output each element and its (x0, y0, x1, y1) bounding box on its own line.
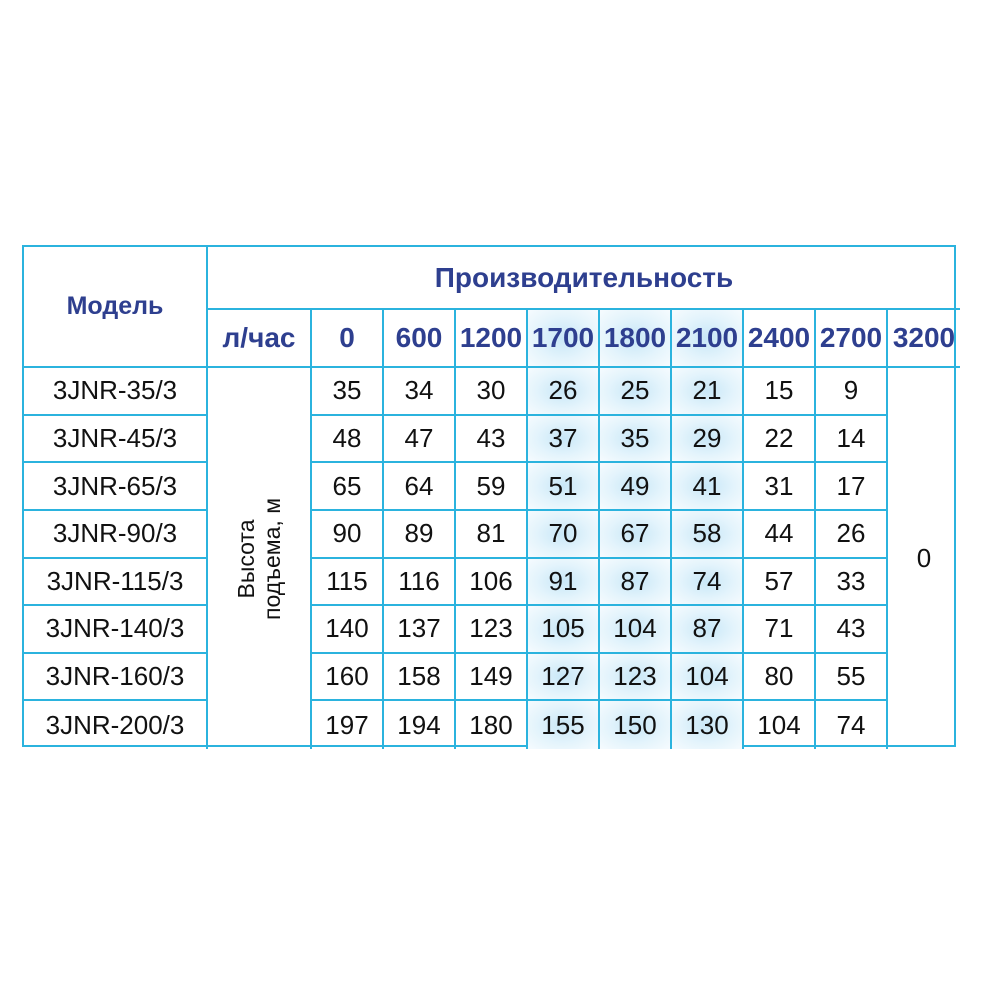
head-value: 150 (600, 701, 672, 749)
head-value: 130 (672, 701, 744, 749)
head-value: 123 (600, 654, 672, 702)
head-value: 25 (600, 368, 672, 416)
height-label (208, 368, 312, 749)
model-header: Модель (24, 247, 208, 368)
model-name: 3JNR-200/3 (24, 701, 208, 749)
zero-flow-value: 0 (916, 543, 932, 573)
head-value: 158 (384, 654, 456, 702)
flow-header-2700: 2700 (816, 310, 888, 368)
flow-header-3200: 3200 (888, 310, 960, 368)
head-value: 49 (600, 463, 672, 511)
head-value: 30 (456, 368, 528, 416)
head-value: 43 (456, 416, 528, 464)
head-value: 33 (816, 559, 888, 607)
head-value: 140 (312, 606, 384, 654)
head-value: 43 (816, 606, 888, 654)
head-value: 51 (528, 463, 600, 511)
head-value: 115 (312, 559, 384, 607)
flow-header-2400: 2400 (744, 310, 816, 368)
head-value: 55 (816, 654, 888, 702)
flow-header-2100: 2100 (672, 310, 744, 368)
head-value: 155 (528, 701, 600, 749)
flow-header-1800: 1800 (600, 310, 672, 368)
height-label-line1: Высота (233, 519, 259, 598)
model-name: 3JNR-140/3 (24, 606, 208, 654)
head-value: 64 (384, 463, 456, 511)
head-value: 104 (600, 606, 672, 654)
head-value: 104 (744, 701, 816, 749)
head-value: 149 (456, 654, 528, 702)
head-value: 65 (312, 463, 384, 511)
model-name: 3JNR-45/3 (24, 416, 208, 464)
performance-header: Производительность (208, 247, 960, 310)
head-value: 87 (600, 559, 672, 607)
head-value: 123 (456, 606, 528, 654)
head-value: 106 (456, 559, 528, 607)
head-value: 26 (816, 511, 888, 559)
head-value: 81 (456, 511, 528, 559)
head-value: 48 (312, 416, 384, 464)
model-name: 3JNR-160/3 (24, 654, 208, 702)
head-value: 58 (672, 511, 744, 559)
head-value: 67 (600, 511, 672, 559)
head-value: 70 (528, 511, 600, 559)
head-value: 35 (312, 368, 384, 416)
flow-header-0: 0 (312, 310, 384, 368)
head-value: 87 (672, 606, 744, 654)
model-name: 3JNR-90/3 (24, 511, 208, 559)
head-value: 194 (384, 701, 456, 749)
model-name: 3JNR-65/3 (24, 463, 208, 511)
head-value: 22 (744, 416, 816, 464)
head-value: 35 (600, 416, 672, 464)
head-value: 59 (456, 463, 528, 511)
head-value: 91 (528, 559, 600, 607)
head-value: 127 (528, 654, 600, 702)
head-value: 31 (744, 463, 816, 511)
head-value: 29 (672, 416, 744, 464)
model-name: 3JNR-115/3 (24, 559, 208, 607)
flow-header-600: 600 (384, 310, 456, 368)
height-label-line2: подъема, м (259, 497, 285, 620)
head-value: 160 (312, 654, 384, 702)
head-value: 71 (744, 606, 816, 654)
head-value: 90 (312, 511, 384, 559)
flow-header-1200: 1200 (456, 310, 528, 368)
head-value: 44 (744, 511, 816, 559)
head-value: 137 (384, 606, 456, 654)
head-value: 41 (672, 463, 744, 511)
head-value: 17 (816, 463, 888, 511)
head-value: 80 (744, 654, 816, 702)
head-value: 14 (816, 416, 888, 464)
head-value: 180 (456, 701, 528, 749)
head-value: 47 (384, 416, 456, 464)
head-value: 34 (384, 368, 456, 416)
flow-header-1700: 1700 (528, 310, 600, 368)
head-value: 197 (312, 701, 384, 749)
unit-label: л/час (208, 310, 312, 368)
head-value: 116 (384, 559, 456, 607)
model-name: 3JNR-35/3 (24, 368, 208, 416)
head-value: 37 (528, 416, 600, 464)
performance-table (22, 245, 956, 747)
head-value: 74 (816, 701, 888, 749)
head-value: 89 (384, 511, 456, 559)
head-value: 104 (672, 654, 744, 702)
head-value: 15 (744, 368, 816, 416)
head-value: 26 (528, 368, 600, 416)
head-value: 9 (816, 368, 888, 416)
head-value: 105 (528, 606, 600, 654)
head-value: 74 (672, 559, 744, 607)
head-value: 21 (672, 368, 744, 416)
head-value: 57 (744, 559, 816, 607)
